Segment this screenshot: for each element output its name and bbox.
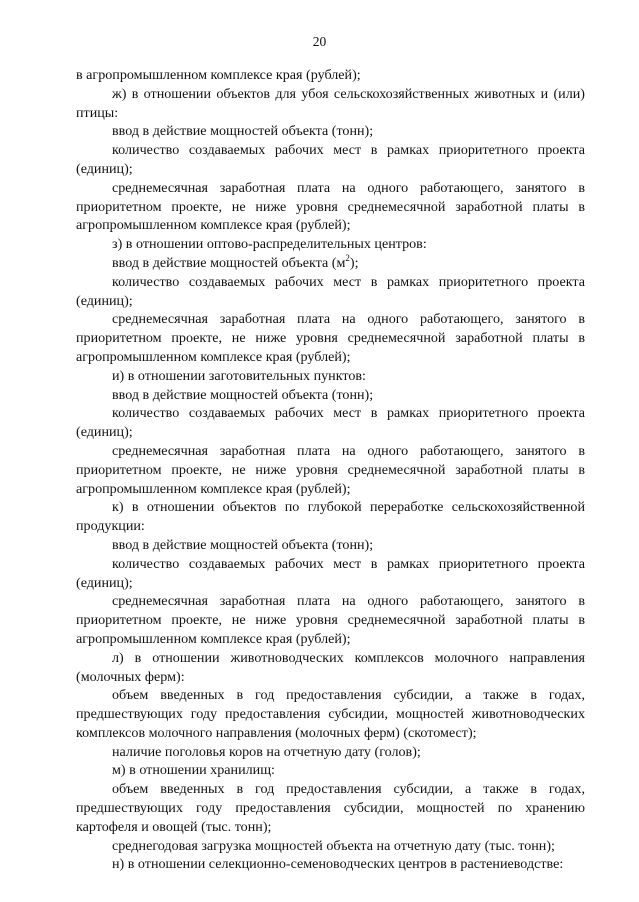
paragraph: ввод в действие мощностей объекта (тонн); [112,123,374,140]
paragraph: в агропромышленном комплексе края (рублей); [76,67,361,83]
superscript-two: 2 [345,252,350,263]
paragraph: количество создаваемых рабочих мест в рамках приоритетного проекта (единиц); [76,405,585,441]
paragraph: объем введенных в год предоставления субсидии, а также в годах, предшествующих году предоставления субсидии, мощностей по хранению картофеля и овощей (тыс. тонн); [76,781,585,835]
list-item-zh-slaughter-facilities: ж) в отношении объектов для убоя сельскохозяйственных животных и (или) птицы: [76,85,585,121]
document-body [76,66,585,874]
unit-suffix: ); [349,254,359,271]
paragraph: ввод в действие мощностей объекта (тонн); [112,536,374,553]
paragraph: среднегодовая загрузка мощностей объекта на отчетную дату (тыс. тонн); [112,837,555,854]
paragraph: количество создаваемых рабочих мест в рамках приоритетного проекта (единиц); [76,273,585,309]
paragraph: количество создаваемых рабочих мест в рамках приоритетного проекта (единиц); [76,142,585,177]
list-item-z-distribution-centers: з) в отношении оптово-распределительных центров: [112,236,427,253]
paragraph: количество создаваемых рабочих мест в рамках приоритетного проекта (единиц); [76,555,585,591]
list-item-m-storage-facilities: м) в отношении хранилищ: [112,762,275,779]
list-item-l-dairy-complexes: л) в отношении животноводческих комплексов молочного направления (молочных ферм): [76,649,585,685]
capacity-text: ввод в действие мощностей объекта (м [112,254,346,271]
paragraph: среднемесячная заработная плата на одного работающего, занятого в приоритетном проекте, не ниже уровня среднемесячной заработной платы в агропромышленном комплексе края (рублей); [76,311,585,365]
paragraph-capacity-m2 [76,254,585,273]
paragraph: среднемесячная заработная плата на одного работающего, занятого в приоритетном проекте, не ниже уровня среднемесячной заработной платы в агропромышленном комплексе края (рублей); [76,442,585,497]
paragraph: объем введенных в год предоставления субсидии, а также в годах, предшествующих году предоставления субсидии, мощностей животноводческих комплексов молочного направления (молочных ферм) (скотомест); [76,687,585,741]
list-item-i-procurement-points: и) в отношении заготовительных пунктов: [112,367,366,384]
paragraph: ввод в действие мощностей объекта (тонн); [112,386,374,403]
paragraph: наличие поголовья коров на отчетную дату (голов); [112,743,421,760]
paragraph: среднемесячная заработная плата на одного работающего, занятого в приоритетном проекте, не ниже уровня среднемесячной заработной платы в агропромышленном комплексе края (рублей); [76,593,585,647]
paragraph: среднемесячная заработная плата на одного работающего, занятого в приоритетном проекте, не ниже уровня среднемесячной заработной платы в агропромышленном комплексе края (рублей); [76,179,585,234]
page-number: 20 [312,34,327,49]
list-item-n-breeding-centers: н) в отношении селекционно-семеноводческих центров в растениеводстве: [112,856,564,873]
list-item-k-deep-processing: к) в отношении объектов по глубокой переработке сельскохозяйственной продукции: [76,499,585,535]
